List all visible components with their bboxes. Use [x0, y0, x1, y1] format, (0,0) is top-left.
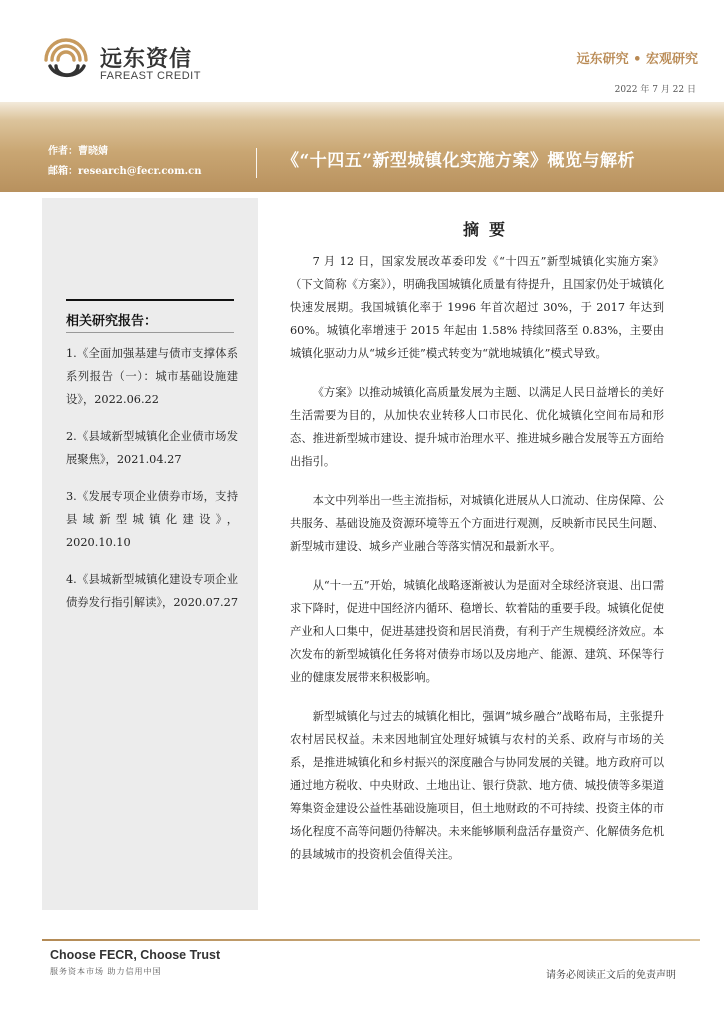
sidebar-rule	[66, 299, 234, 301]
author-line: 作者：曹晓婧	[48, 146, 108, 157]
series-label: 远东研究 • 宏观研究	[576, 52, 698, 67]
related-report-item[interactable]: 4.《县城新型城镇化建设专项企业债券发行指引解读》，2020.07.27	[66, 573, 239, 609]
footer-subslogan: 服务资本市场 助力信用中国	[50, 967, 162, 976]
abstract-heading: 摘要	[463, 220, 516, 239]
fareast-logo-icon	[40, 38, 92, 82]
sidebar-rule-thin	[66, 332, 234, 333]
abstract-body	[290, 250, 664, 882]
abstract-paragraph: 从“十一五”开始，城镇化战略逐渐被认为是面对全球经济衰退、出口需求下降时，促进中国经济内循环、稳增长、软着陆的重要手段。城镇化促使产业和人口集中，促进基建投资和居民消费，有利于产生规模经济效应。本次发布的新型城镇化任务将对债券市场以及房地产、能源、建筑、环保等行业的健康发展带来积极影响。	[290, 579, 664, 684]
related-report-item[interactable]: 1.《全面加强基建与债市支撑体系系列报告（一）：城市基础设施建设》，2022.06.22	[66, 347, 238, 406]
related-report-item[interactable]: 3.《发展专项企业债券市场，支持县域新型城镇化建设》，2020.10.10	[66, 490, 238, 549]
footer-slogan: Choose FECR, Choose Trust	[50, 948, 221, 962]
footer-rule	[42, 939, 700, 941]
abstract-paragraph: 新型城镇化与过去的城镇化相比，强调“城乡融合”战略布局，主张提升农村居民权益。未来因地制宜处理好城镇与农村的关系、政府与市场的关系，是推进城镇化和乡村振兴的深度融合与协同发展的关键。地方政府可以通过地方税收、中央财政、土地出让、银行贷款、地方债、城投债等多渠道筹集资金建设公益性基础设施项目，但土地财政的不可持续、投资主体的市场化程度不高等问题仍待解决。未来能够顺利盘活存量资产、化解债务危机的县域城市的投资机会值得关注。	[290, 710, 664, 861]
related-report-item[interactable]: 2.《县域新型城镇化企业债市场发展聚焦》，2021.04.27	[66, 430, 238, 466]
abstract-paragraph: 本文中列举出一些主流指标，对城镇化进展从人口流动、住房保障、公共服务、基础设施及资源环境等五个方面进行观测，反映新市民民生问题、新型城市建设、城乡产业融合等落实情况和最新水平。	[290, 494, 664, 553]
report-date: 2022 年 7 月 22 日	[614, 85, 696, 95]
email-line: 邮箱：research@fecr.com.cn	[48, 166, 202, 177]
band-divider	[256, 148, 257, 178]
abstract-paragraph: 7 月 12 日，国家发展改革委印发《“十四五”新型城镇化实施方案》（下文简称《方案》），明确我国城镇化质量有待提升，且国家仍处于城镇化快速发展期。我国城镇化率于 1996 年首次超过 30%，于 2017 年达到 60%。城镇化率增速于 2015 年起由 1.58% 持续回落至 0.83%，主要由城镇化驱动力从“城乡迁徙”模式转变为“就地城镇化”模式导致。	[290, 255, 664, 360]
brand-name-en: FAREAST CREDIT	[100, 70, 201, 82]
related-reports-list	[66, 342, 238, 628]
abstract-paragraph: 《方案》以推动城镇化高质量发展为主题、以满足人民日益增长的美好生活需要为目的，从加快农业转移人口市民化、优化城镇化空间布局和形态、推进新型城市建设、提升城市治理水平、推进城乡融合发展等五方面给出指引。	[290, 386, 664, 468]
related-reports-heading: 相关研究报告：	[66, 314, 158, 329]
brand-name-cn: 远东资信	[100, 47, 193, 72]
report-title: 《“十四五”新型城镇化实施方案》概览与解析	[282, 151, 636, 171]
footer-disclaimer: 请务必阅读正文后的免责声明	[546, 970, 676, 981]
